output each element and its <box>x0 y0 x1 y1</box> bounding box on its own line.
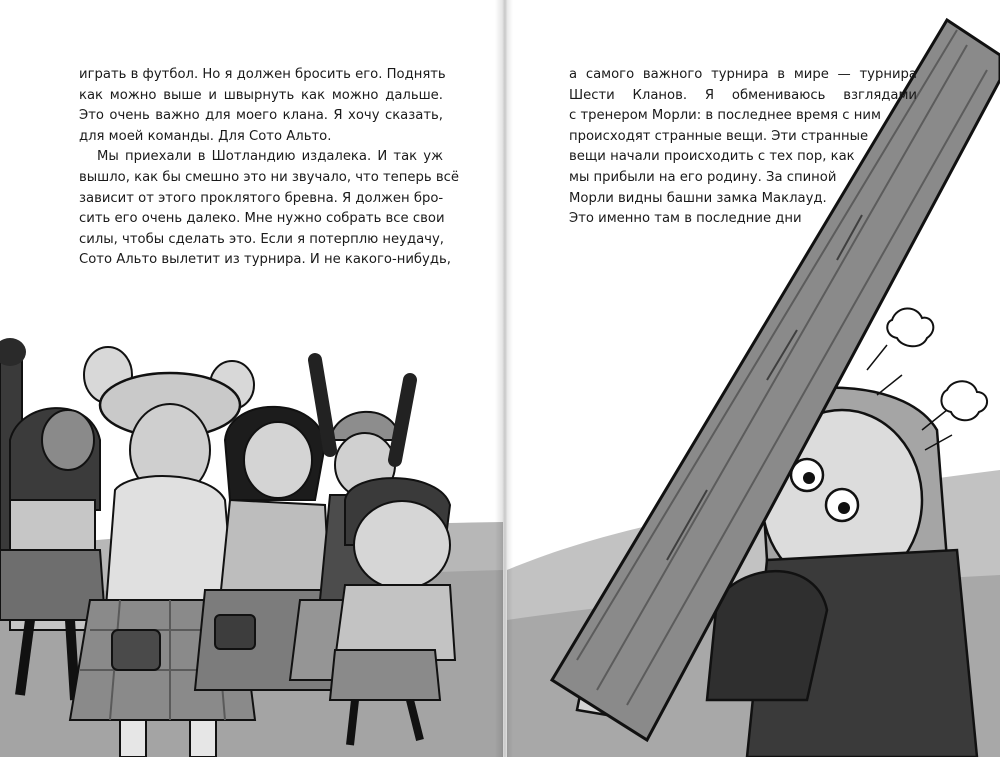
text-line: происходят странные вещи. Эти странные <box>569 128 869 144</box>
text-line: сить его очень далеко. Мне нужно собрать все свои <box>79 211 445 227</box>
right-page <box>507 0 1000 757</box>
text-line: Сото Альто вылетит из турнира. И не какого-нибудь, <box>79 252 451 268</box>
text-line: Мы приехали в Шотландию издалека. И так уж <box>97 149 443 165</box>
text-line: Шести Кланов. Я обмениваюсь взглядами <box>569 87 917 103</box>
text-line: с тренером Морли: в последнее время с ним <box>569 108 881 124</box>
crowd-illustration <box>0 300 503 757</box>
text-line: для моей команды. Для Сото Альто. <box>79 128 332 144</box>
text-line: Это очень важно для моего клана. Я хочу сказать, <box>79 108 443 124</box>
text-line: Это именно там в последние дни <box>569 211 802 227</box>
text-line: вышло, как бы смешно это ни звучало, что теперь всё <box>79 169 459 185</box>
text-line: зависит от этого проклятого бревна. Я должен бро- <box>79 190 444 206</box>
text-line: вещи начали происходить с тех пор, как <box>569 149 855 165</box>
text-line: а самого важного турнира в мире — турнира <box>569 67 917 82</box>
text-line: играть в футбол. Но я должен бросить его. Поднять <box>79 67 446 82</box>
text-line: как можно выше и швырнуть как можно дальше. <box>79 87 443 103</box>
right-page-text <box>569 65 917 230</box>
text-line: силы, чтобы сделать это. Если я потерплю неудачу, <box>79 231 444 247</box>
book-gutter <box>495 0 513 757</box>
left-page-text <box>79 65 459 271</box>
text-line: Морли видны башни замка Маклауд. <box>569 190 827 206</box>
text-line: мы прибыли на его родину. За спиной <box>569 169 837 185</box>
